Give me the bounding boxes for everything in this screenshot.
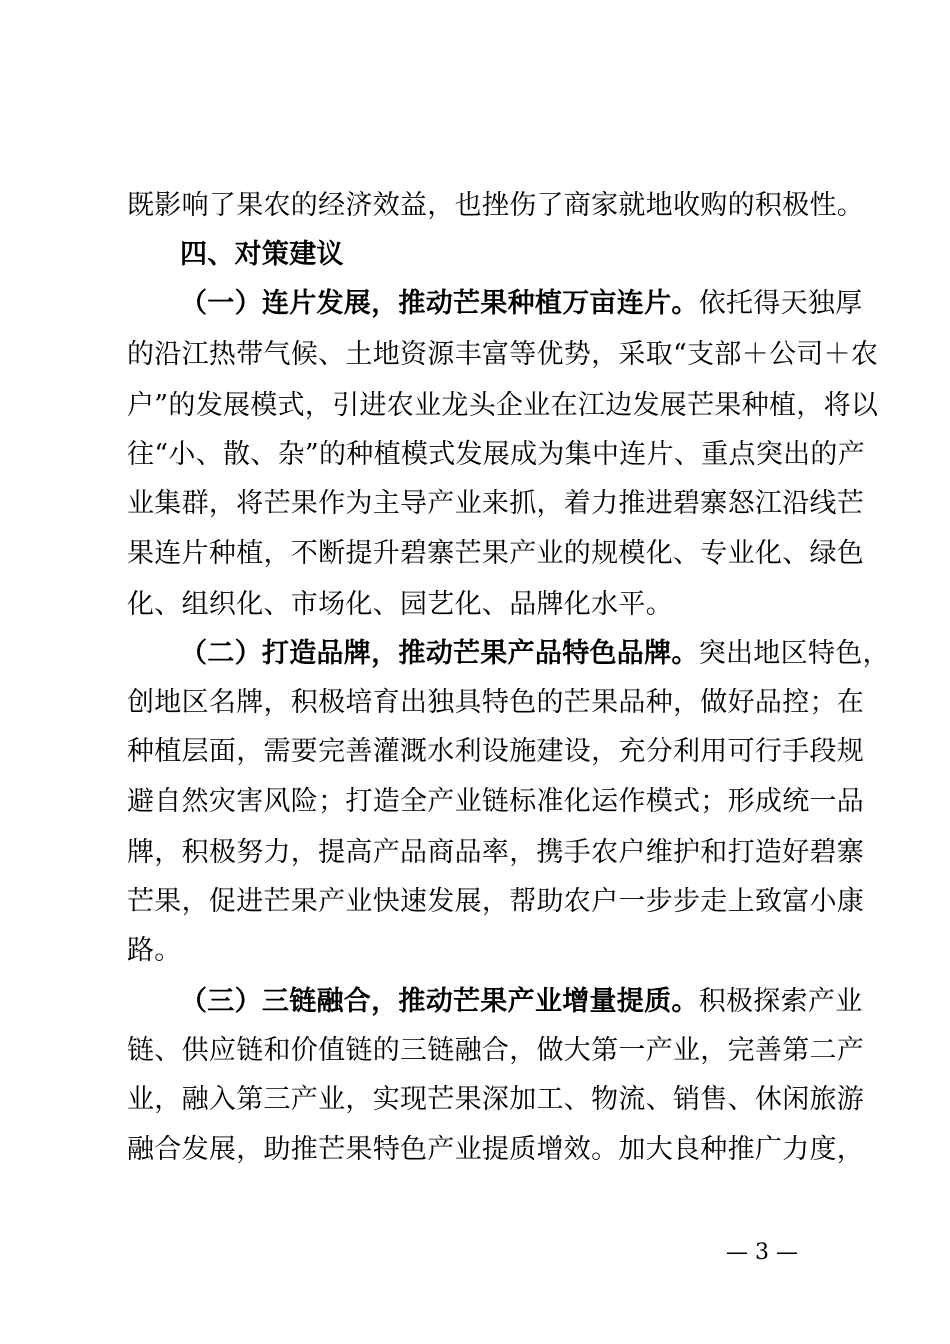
section-heading: 四、对策建议 — [180, 239, 344, 270]
paragraph-line: 链、供应链和价值链的三链融合，做大第一产业，完善第二产 — [127, 1035, 865, 1066]
subsection-heading: （三）三链融合，推动芒果产业增量提质。 — [180, 986, 699, 1017]
paragraph-line: 户”的发展模式，引进农业龙头企业在江边发展芒果种植，将以 — [127, 390, 879, 421]
paragraph-line: 化、组织化、市场化、园艺化、品牌化水平。 — [127, 589, 673, 620]
subsection-heading: （二）打造品牌，推动芒果产品特色品牌。 — [180, 638, 699, 669]
paragraph-line: 往“小、散、杂”的种植模式发展成为集中连片、重点突出的产 — [127, 439, 866, 470]
paragraph-line — [180, 287, 890, 321]
paragraph-line: 的沿江热带气候、土地资源丰富等优势，采取“支部＋公司＋农 — [127, 339, 879, 370]
paragraph-text: 依托得天独厚 — [698, 288, 863, 319]
paragraph-line — [180, 637, 890, 671]
paragraph-line: 种植层面，需要完善灌溉水利设施建设，充分利用可行手段规 — [127, 736, 865, 767]
paragraph-line: 创地区名牌，积极培育出独具特色的芒果品种，做好品控；在 — [127, 687, 865, 718]
paragraph-line: 路。 — [127, 935, 182, 966]
paragraph-line: 避自然灾害风险；打造全产业链标准化运作模式；形成统一品 — [127, 786, 865, 817]
paragraph-line — [180, 985, 890, 1019]
paragraph-text: 积极探索产业 — [698, 986, 863, 1017]
paragraph-line: 芒果，促进芒果产业快速发展，帮助农户一步步走上致富小康 — [127, 886, 865, 917]
paragraph-line: 业，融入第三产业，实现芒果深加工、物流、销售、休闲旅游 — [127, 1084, 865, 1115]
subsection-heading: （一）连片发展，推动芒果种植万亩连片。 — [180, 288, 699, 319]
paragraph-line: 业集群，将芒果作为主导产业来抓，着力推进碧寨怒江沿线芒 — [127, 488, 865, 519]
page-number: — 3 — — [726, 1240, 798, 1265]
paragraph-line: 牌，积极努力，提高产品商品率，携手农户维护和打造好碧寨 — [127, 837, 865, 868]
paragraph-line: 果连片种植，不断提升碧寨芒果产业的规模化、专业化、绿色 — [127, 538, 865, 569]
paragraph-line: 既影响了果农的经济效益，也挫伤了商家就地收购的积极性。 — [127, 190, 865, 221]
paragraph-line: 融合发展，助推芒果特色产业提质增效。加大良种推广力度， — [127, 1134, 865, 1165]
paragraph-text: 突出地区特色， — [698, 638, 890, 669]
